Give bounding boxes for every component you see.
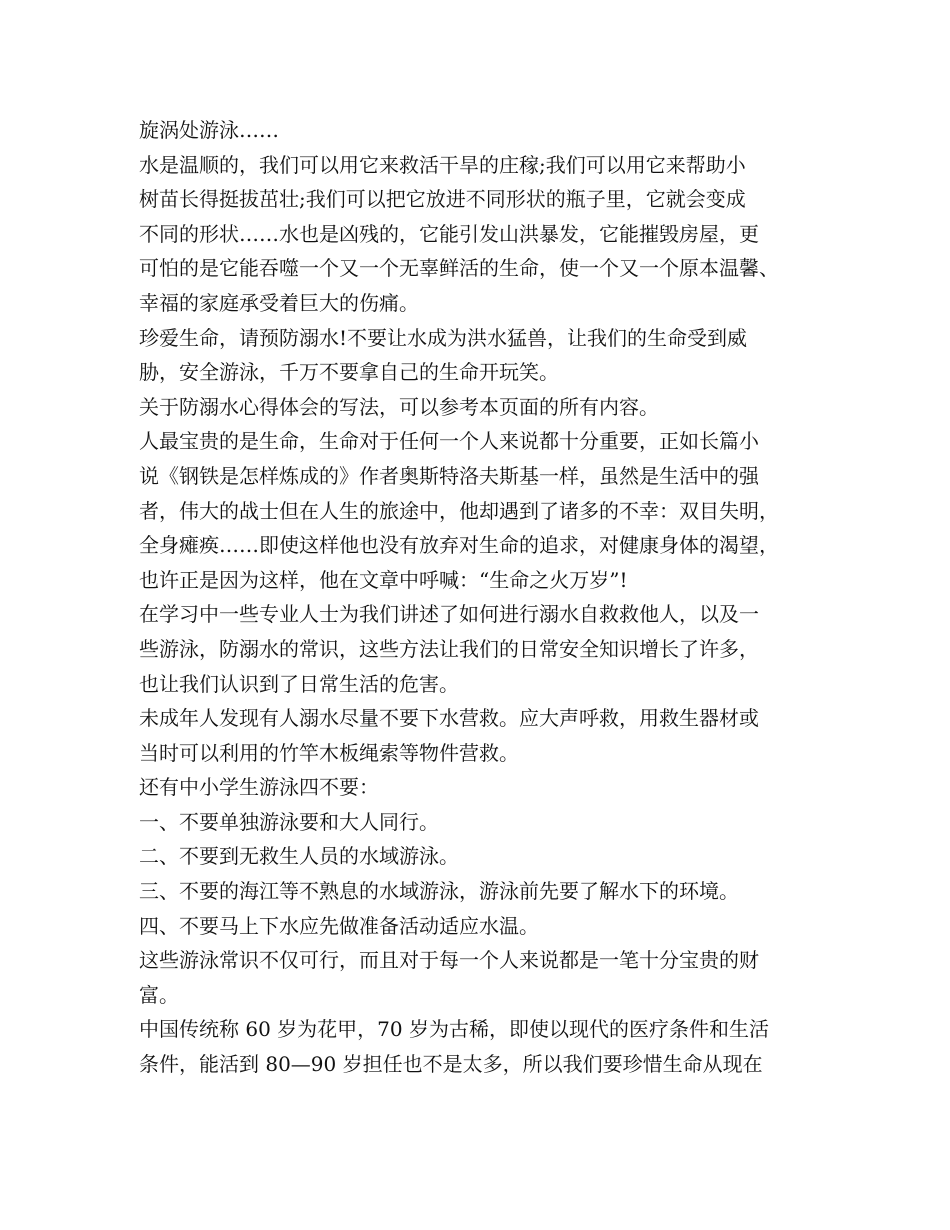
- text-line: 也让我们认识到了日常生活的危害。: [139, 671, 459, 696]
- text-line: 也许正是因为这样，他在文章中呼喊：“生命之火万岁”!: [139, 567, 628, 592]
- text-line: 幸福的家庭承受着巨大的伤痛。: [139, 290, 419, 315]
- text-line: 四、不要马上下水应先做准备活动适应水温。: [139, 913, 539, 938]
- text-line: 胁，安全游泳，千万不要拿自己的生命开玩笑。: [139, 360, 559, 385]
- text-line: 条件，能活到 80—90 岁担任也不是太多，所以我们要珍惜生命从现在: [139, 1052, 763, 1077]
- text-line: 当时可以利用的竹竿木板绳索等物件营救。: [139, 740, 519, 765]
- text-line: 珍爱生命，请预防溺水!不要让水成为洪水猛兽，让我们的生命受到威: [139, 325, 748, 350]
- text-line: 还有中小学生游泳四不要：: [139, 775, 379, 800]
- text-line: 可怕的是它能吞噬一个又一个无辜鲜活的生命，使一个又一个原本温馨、: [139, 256, 779, 281]
- document-body: [139, 113, 839, 1082]
- text-line: 关于防溺水心得体会的写法，可以参考本页面的所有内容。: [139, 394, 659, 419]
- text-line: 中国传统称 60 岁为花甲，70 岁为古稀，即使以现代的医疗条件和生活: [139, 1017, 769, 1042]
- text-line: 人最宝贵的是生命，生命对于任何一个人来说都十分重要，正如长篇小: [139, 429, 759, 454]
- text-line: 二、不要到无救生人员的水域游泳。: [139, 844, 459, 869]
- text-line: 在学习中一些专业人士为我们讲述了如何进行溺水自救救他人，以及一: [139, 602, 759, 627]
- text-line: 说《钢铁是怎样炼成的》作者奥斯特洛夫斯基一样，虽然是生活中的强: [139, 463, 759, 488]
- text-line: 旋涡处游泳……: [139, 118, 279, 142]
- text-line: 者，伟大的战士但在人生的旅途中，他却遇到了诸多的不幸：双目失明，: [139, 498, 779, 523]
- text-line: 些游泳，防溺水的常识，这些方法让我们的日常安全知识增长了许多，: [139, 636, 759, 661]
- text-line: 不同的形状……水也是凶残的，它能引发山洪暴发，它能摧毁房屋，更: [139, 221, 759, 246]
- text-line: 树苗长得挺拔茁壮;我们可以把它放进不同形状的瓶子里，它就会变成: [139, 187, 746, 212]
- text-line: 未成年人发现有人溺水尽量不要下水营救。应大声呼救，用救生器材或: [139, 706, 759, 731]
- text-line: 这些游泳常识不仅可行，而且对于每一个人来说都是一笔十分宝贵的财: [139, 948, 759, 973]
- text-line: 水是温顺的，我们可以用它来救活干旱的庄稼;我们可以用它来帮助小: [139, 152, 746, 177]
- text-line: 富。: [139, 982, 179, 1007]
- text-line: 全身瘫痪……即使这样他也没有放弃对生命的追求，对健康身体的渴望，: [139, 533, 779, 558]
- text-line: 一、不要单独游泳要和大人同行。: [139, 809, 439, 834]
- text-line: 三、不要的海江等不熟息的水域游泳，游泳前先要了解水下的环境。: [139, 879, 739, 904]
